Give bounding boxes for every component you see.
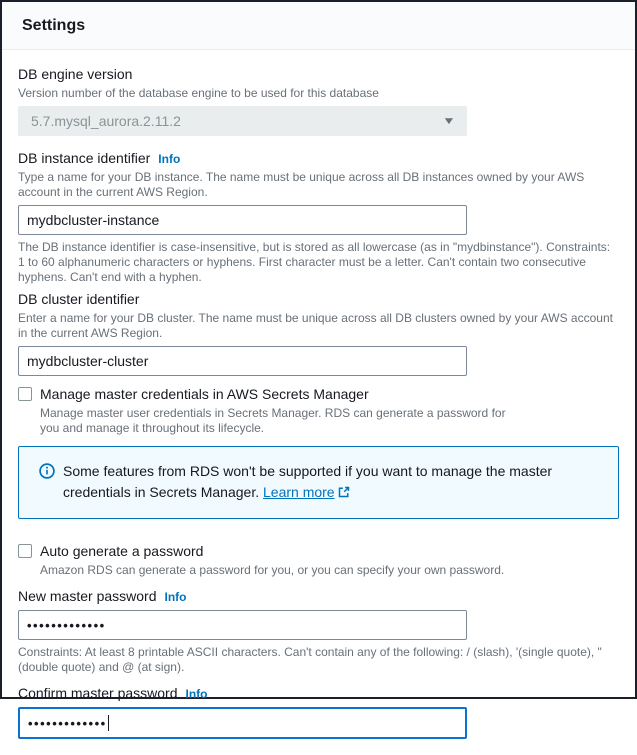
info-alert-message: Some features from RDS won't be supported if you want to manage the master credentials in Secrets Manager. [63,463,553,500]
confirm-master-password-label: Confirm master password [18,685,178,701]
db-instance-identifier-info-link[interactable]: Info [158,152,181,166]
db-instance-identifier-description: Type a name for your DB instance. The name must be unique across all DB instances owned by your AWS account in the current AWS Region. [18,170,585,199]
confirm-master-password-input[interactable] [18,707,467,739]
db-instance-identifier-input[interactable] [18,205,467,235]
new-master-password-constraints: Constraints: At least 8 printable ASCII characters. Can't contain any of the following: / (slash), '(single quote), "(double quote) and @ (at sign). [18,645,602,674]
db-engine-version-label: DB engine version [18,66,133,82]
new-master-password-input[interactable] [18,610,467,640]
auto-generate-password-checkbox[interactable] [18,544,32,558]
new-master-password-label: New master password [18,588,157,604]
new-master-password-info-link[interactable]: Info [164,590,187,604]
manage-credentials-label[interactable]: Manage master credentials in AWS Secrets Manager [40,386,369,402]
confirm-master-password-value: ••••••••••••• [28,715,107,731]
db-cluster-identifier-input[interactable] [18,346,467,376]
learn-more-link[interactable]: Learn more [263,484,335,500]
external-link-icon [338,483,350,504]
panel-header [2,2,635,50]
db-instance-identifier-constraints: The DB instance identifier is case-insensitive, but is stored as all lowercase (as in "mydbinstance"). Constraints: 1 to 60 alphanumeric characters or hyphens. First character must be a letter. Can't contain two consecutive hyphens. Can't end with a hyphen. [18,240,611,284]
auto-generate-password-label[interactable]: Auto generate a password [40,543,204,559]
page-title: Settings [22,17,86,34]
field-db-instance-identifier [18,150,619,285]
panel-body [2,50,635,755]
auto-generate-password-description: Amazon RDS can generate a password for you, or you can specify your own password. [40,563,505,577]
manage-credentials-section [18,386,619,436]
secrets-manager-info-alert [18,446,619,519]
confirm-master-password-info-link[interactable]: Info [185,687,208,701]
auto-generate-section [18,543,619,578]
info-icon [39,463,55,484]
manage-credentials-checkbox[interactable] [18,387,32,401]
field-confirm-master-password [18,685,619,739]
field-db-cluster-identifier [18,291,619,376]
db-engine-version-select[interactable] [18,106,467,136]
chevron-down-icon: ▼ [442,115,456,127]
manage-credentials-description: Manage master user credentials in Secrets Manager. RDS can generate a password for you and manage it throughout its lifecycle. [40,406,506,435]
db-instance-identifier-label: DB instance identifier [18,150,151,166]
field-new-master-password [18,588,619,675]
db-cluster-identifier-description: Enter a name for your DB cluster. The name must be unique across all DB clusters owned by your AWS account in the current AWS Region. [18,311,613,340]
field-db-engine-version [18,66,619,136]
info-alert-text [63,461,602,504]
db-engine-version-selected-value: 5.7.mysql_aurora.2.11.2 [31,113,181,129]
db-engine-version-description: Version number of the database engine to be used for this database [18,86,379,100]
text-cursor [108,715,110,731]
db-cluster-identifier-label: DB cluster identifier [18,291,140,307]
new-master-password-value: ••••••••••••• [27,617,106,633]
